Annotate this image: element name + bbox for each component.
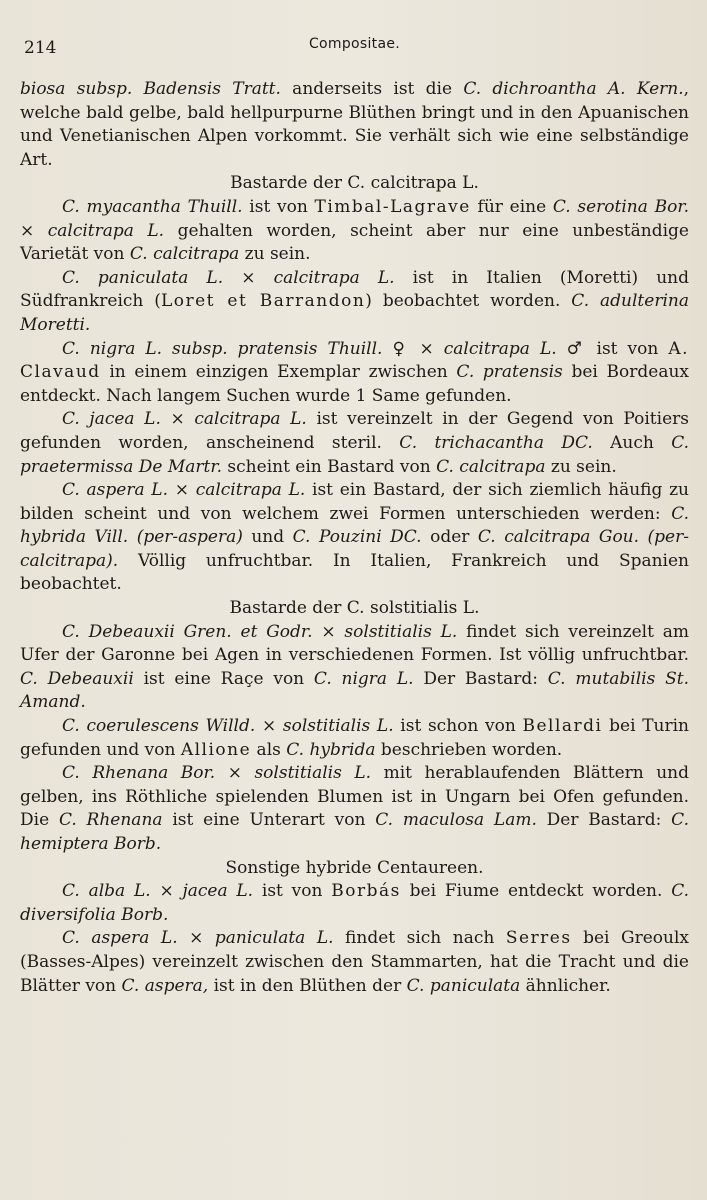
paragraph xyxy=(20,762,689,856)
paragraph xyxy=(20,927,689,998)
section-heading: Bastarde der C. calcitrapa L. xyxy=(230,173,479,194)
taxon-name: C. alba L. × jacea L. xyxy=(62,881,254,902)
taxon-name: C. Rhenana Bor. × solstitialis L. xyxy=(62,763,372,784)
taxon-name: C. nigra L. xyxy=(313,668,414,689)
text-run: ist eine Raçe von xyxy=(133,668,314,689)
text-run: ist vereinzelt in der Gegend von Poitiers gefunden worden, anscheinend steril. xyxy=(20,409,689,453)
paragraph xyxy=(20,621,689,715)
taxon-name: C. myacantha Thuill. xyxy=(62,196,243,217)
text-run: scheint ein Bastard von xyxy=(222,456,437,477)
text-run: Völlig unfruchtbar. In Italien, Frankreich und Spanien beobachtet. xyxy=(20,550,689,595)
text-run: Der Bastard: xyxy=(413,668,548,689)
text-run: mit herablaufenden Blättern und gelben, ins Röthliche spielenden Blumen ist in Ungarn bei Ofen gefunden. Die xyxy=(20,763,690,831)
taxon-name: C. mutabilis St. Amand. xyxy=(20,668,689,713)
taxon-name: C. aspera, xyxy=(121,975,209,996)
paragraph xyxy=(20,715,689,762)
text-run: findet sich vereinzelt am Ufer der Garonne bei Agen in verschiedenen Formen. Ist völlig unfruchtbar. xyxy=(20,621,689,666)
text-run: bei Fiume entdeckt worden. xyxy=(400,881,672,902)
text-run: ist schon von xyxy=(393,716,523,737)
body-text xyxy=(20,78,689,998)
running-title: Compositae. xyxy=(308,36,401,52)
text-run: oder xyxy=(421,527,478,548)
taxon-name: C. trichacantha DC. xyxy=(399,432,593,453)
taxon-name: C. hemiptera Borb. xyxy=(20,810,689,854)
author-name: A. Clavaud xyxy=(20,338,689,383)
taxon-name: C. praetermissa De Martr. xyxy=(20,432,689,477)
text-run: bei Bordeaux entdeckt. Nach langem Suchen wurde 1 Same gefunden. xyxy=(20,362,689,406)
page-number: 214 xyxy=(24,38,57,58)
author-name: Bellardi xyxy=(522,716,603,737)
taxon-name: C. paniculata L. × calcitrapa L. xyxy=(62,267,395,288)
paragraph xyxy=(20,479,689,597)
taxon-name: C. jacea L. × calcitrapa L. xyxy=(62,409,307,430)
taxon-name: C. calcitrapa xyxy=(129,244,240,265)
text-run: Auch xyxy=(592,432,672,453)
taxon-name: C. Debeauxii Gren. et Godr. × solstitialis L. xyxy=(62,621,458,642)
taxon-name: C. paniculata xyxy=(406,975,521,996)
text-run: Der Bastard: xyxy=(536,810,672,831)
paragraph xyxy=(20,267,689,338)
text-run: ist von xyxy=(242,196,315,217)
taxon-name: C. coerulescens Willd. × solstitialis L. xyxy=(62,716,394,737)
text-run: ähnlicher. xyxy=(520,975,611,996)
taxon-name: C. hybrida xyxy=(286,739,376,760)
author-name: Serres xyxy=(505,928,572,949)
taxon-name: biosa subsp. Badensis Tratt. xyxy=(20,79,281,99)
text-run: gehalten worden, scheint aber nur eine unbeständige Varietät von xyxy=(20,220,689,265)
paragraph xyxy=(20,78,689,172)
author-name: Allione xyxy=(180,739,252,760)
text-run: beschrieben worden. xyxy=(375,739,563,760)
paragraph xyxy=(20,196,689,267)
text-run: bei Greoulx (Basses-Alpes) vereinzelt zwischen den Stammarten, hat die Tracht und die Blätter von xyxy=(20,928,689,996)
text-run: anderseits ist die xyxy=(280,79,464,99)
taxon-name: C. calcitrapa xyxy=(436,456,546,477)
taxon-name: C. Debeauxii xyxy=(20,668,134,689)
text-run: ist von xyxy=(253,881,332,902)
taxon-name: C. adulterina Moretti. xyxy=(20,291,689,335)
text-run: zu sein. xyxy=(239,244,311,265)
taxon-name: C. maculosa Lam. xyxy=(375,810,537,831)
author-name: Loret et Barrandon xyxy=(160,291,366,312)
text-run: ist in Italien (Moretti) und Südfrankreich ( xyxy=(20,267,689,312)
paragraph xyxy=(20,408,689,479)
text-run: und xyxy=(242,527,293,548)
text-run: in einem einzigen Exemplar zwischen xyxy=(100,362,457,383)
taxon-name: C. calcitrapa Gou. (per-calcitrapa). xyxy=(20,527,689,571)
taxon-name: C. aspera L. × paniculata L. xyxy=(62,928,334,949)
text-run: für eine xyxy=(470,196,553,217)
paragraph xyxy=(20,880,689,927)
taxon-name: C. dichroantha A. Kern. xyxy=(463,79,684,99)
taxon-name: C. Rhenana xyxy=(58,810,163,831)
text-run: zu sein. xyxy=(545,456,617,477)
text-run: ist von xyxy=(586,338,669,359)
paragraph xyxy=(20,338,689,409)
taxon-name: C. nigra L. subsp. pratensis Thuill. ♀ × calcitrapa L. ♂ xyxy=(62,338,587,359)
taxon-name: C. serotina Bor. × calcitrapa L. xyxy=(20,196,689,241)
author-name: Timbal-Lagrave xyxy=(314,196,471,217)
section-heading: Bastarde der C. solstitialis L. xyxy=(229,598,480,619)
taxon-name: C. aspera L. × calcitrapa L. xyxy=(62,480,306,501)
text-run: bei Turin gefunden und von xyxy=(20,716,690,760)
section-heading: Sonstige hybride Centaureen. xyxy=(225,857,484,878)
text-run: , welche bald gelbe, bald hellpurpurne Blüthen bringt und in den Apuanischen und Venetianischen Alpen vorkommt. Sie verhält sich wie eine selbständige Art. xyxy=(20,79,690,170)
taxon-name: C. pratensis xyxy=(456,362,563,383)
text-run: findet sich nach xyxy=(333,928,506,949)
taxon-name: C. Pouzini DC. xyxy=(292,527,422,548)
text-run: ist eine Unterart von xyxy=(162,810,376,831)
text-run: ist in den Blüthen der xyxy=(208,975,407,996)
text-run: ist ein Bastard, der sich ziemlich häufig zu bilden scheint und von welchem zwei Formen unterschieden werden: xyxy=(20,480,689,524)
taxon-name: C. hybrida Vill. (per-aspera) xyxy=(20,503,689,548)
text-run: als xyxy=(251,739,287,760)
page-header xyxy=(20,34,689,78)
author-name: Borbás xyxy=(331,881,401,902)
taxon-name: C. diversifolia Borb. xyxy=(20,881,690,925)
text-run: ) beobachtet worden. xyxy=(365,291,572,312)
